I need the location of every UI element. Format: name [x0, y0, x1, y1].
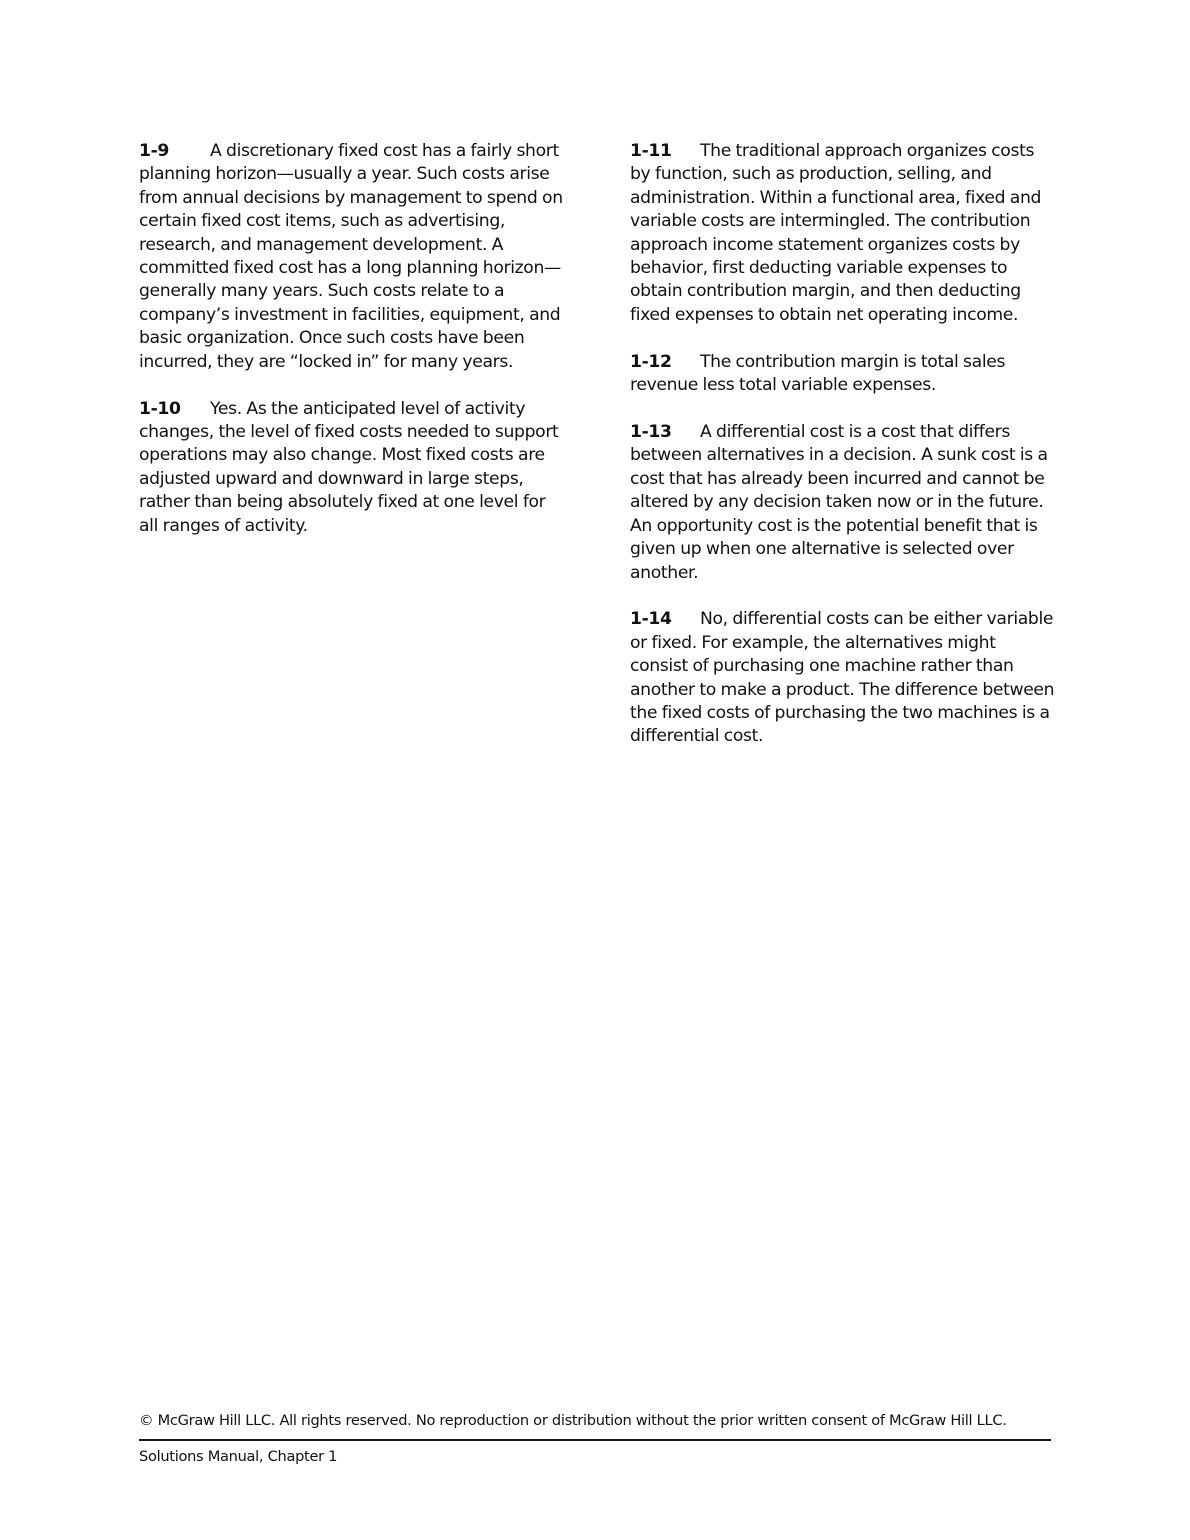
answer-text: A discretionary fixed cost has a fairly short planning horizon—usually a year. Such costs arise from annual decisions by management to spend on certain fixed cost items, such as advertising, research, and management development. A committed fixed cost has a long planning horizon—generally many years. Such costs relate to a company’s investment in facilities, equipment, and basic organization. Once such costs have been incurred, they are “locked in” for many years. [139, 141, 563, 372]
answer-number: 1-14 [630, 609, 672, 630]
answer-text: The contribution margin is total sales revenue less total variable expenses. [630, 351, 1006, 396]
footer-divider [139, 1439, 1051, 1441]
answer-1-12 [630, 351, 1055, 398]
copyright-notice: © McGraw Hill LLC. All rights reserved. No reproduction or distribution without the prior written consent of McGraw Hill LLC. [139, 1412, 1007, 1429]
answer-number: 1-10 [139, 398, 181, 419]
answer-number: 1-13 [630, 422, 672, 443]
answer-number: 1-11 [630, 141, 672, 161]
answer-text: No, differential costs can be either variable or fixed. For example, the alternatives might consist of purchasing one machine rather than another to make a product. The difference between the fixed costs of purchasing the two machines is a differential cost. [630, 609, 1055, 747]
footer-manual-label: Solutions Manual, Chapter 1 [139, 1448, 338, 1465]
answer-text: The traditional approach organizes costs by function, such as production, selling, and administration. Within a functional area, fixed and variable costs are intermingled. The contribution approach income statement organizes costs by behavior, first deducting variable expenses to obtain contribution margin, and then deducting fixed expenses to obtain net operating income. [630, 141, 1042, 325]
answer-1-13 [630, 421, 1055, 585]
answer-1-11 [630, 140, 1055, 327]
answer-number: 1-9 [139, 141, 170, 161]
answer-1-10 [139, 398, 564, 538]
answer-1-9 [139, 140, 564, 374]
answer-text: Yes. As the anticipated level of activity changes, the level of fixed costs needed to support operations may also change. Most fixed costs are adjusted upward and downward in large steps, rather than being absolutely fixed at one level for all ranges of activity. [139, 398, 559, 536]
answer-text: A differential cost is a cost that differs between alternatives in a decision. A sunk cost is a cost that has already been incurred and cannot be altered by any decision taken now or in the future. An opportunity cost is the potential benefit that is given up when one alternative is selected over another. [630, 422, 1048, 583]
left-column [139, 140, 564, 562]
answer-number: 1-12 [630, 351, 672, 372]
right-column [630, 140, 1055, 772]
answer-1-14 [630, 608, 1055, 748]
